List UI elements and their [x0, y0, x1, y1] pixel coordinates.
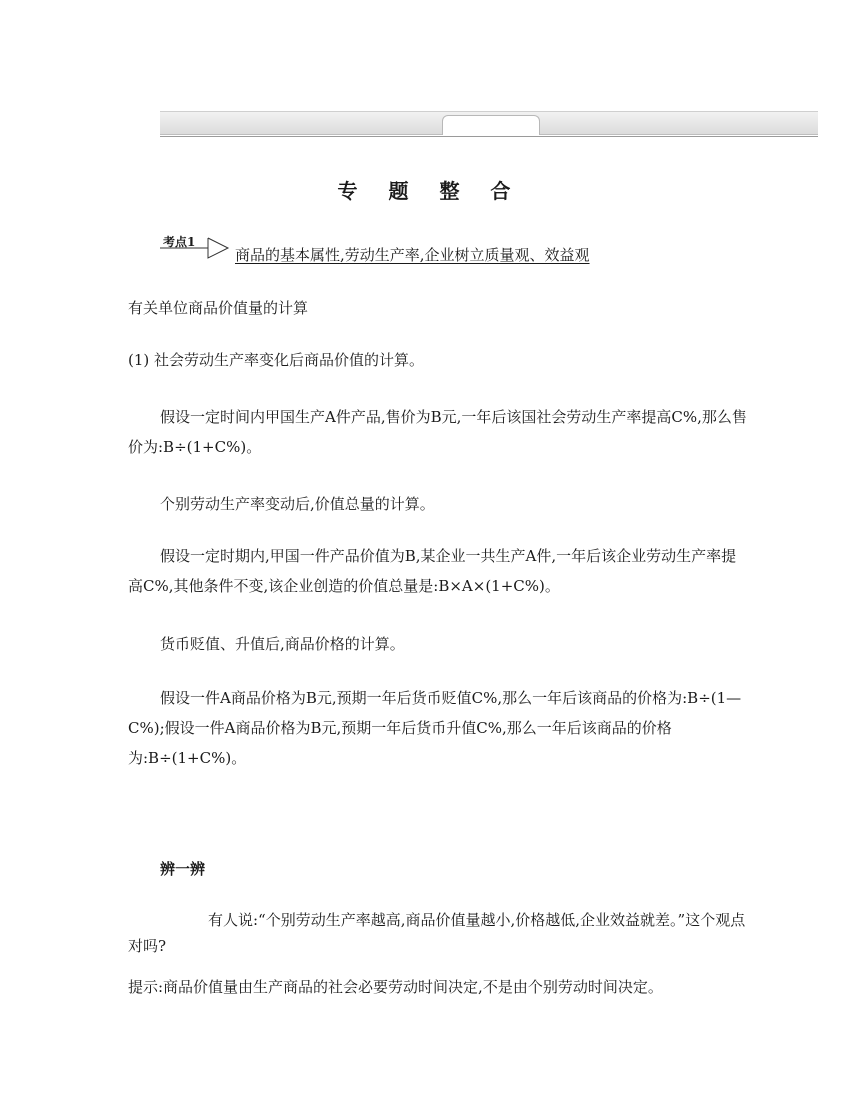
kaodian-label: 考点1 [163, 235, 196, 249]
paragraph-example-1: 假设一定时间内甲国生产A件产品,售价为B元,一年后该国社会劳动生产率提高C%,那么售价为:B÷(1+C%)。 [128, 408, 747, 456]
paragraph-item-2: 个别劳动生产率变动后,价值总量的计算。 [160, 495, 435, 513]
page-title: 专 题 整 合 [337, 179, 523, 203]
kaodian-arrow-icon [160, 234, 232, 264]
paragraph-example-3: 假设一件A商品价格为B元,预期一年后货币贬值C%,那么一年后该商品的价格为:B÷(1—C%);假设一件A商品价格为B元,预期一年后货币升值C%,那么一年后该商品的价格为:B÷(1+C%)。 [128, 689, 742, 767]
paragraph-item-3: 货币贬值、升值后,商品价格的计算。 [160, 635, 405, 653]
paragraph-item-1: (1) 社会劳动生产率变化后商品价值的计算。 [128, 351, 425, 369]
header-tab [442, 115, 540, 135]
paragraph-example-2: 假设一定时期内,甲国一件产品价值为B,某企业一共生产A件,一年后该企业劳动生产率提高C%,其他条件不变,该企业创造的价值总量是:B×A×(1+C%)。 [128, 547, 737, 595]
discussion-hint: 提示:商品价值量由生产商品的社会必要劳动时间决定,不是由个别劳动时间决定。 [128, 978, 663, 996]
kaodian-topic: 商品的基本属性,劳动生产率,企业树立质量观、效益观 [235, 246, 590, 264]
discussion-question: 有人说:“个别劳动生产率越高,商品价值量越小,价格越低,企业效益就差。”这个观点对吗? [128, 911, 746, 955]
paragraph-intro: 有关单位商品价值量的计算 [128, 299, 309, 317]
section-heading: 辨一辨 [160, 860, 206, 878]
header-divider [160, 136, 818, 137]
